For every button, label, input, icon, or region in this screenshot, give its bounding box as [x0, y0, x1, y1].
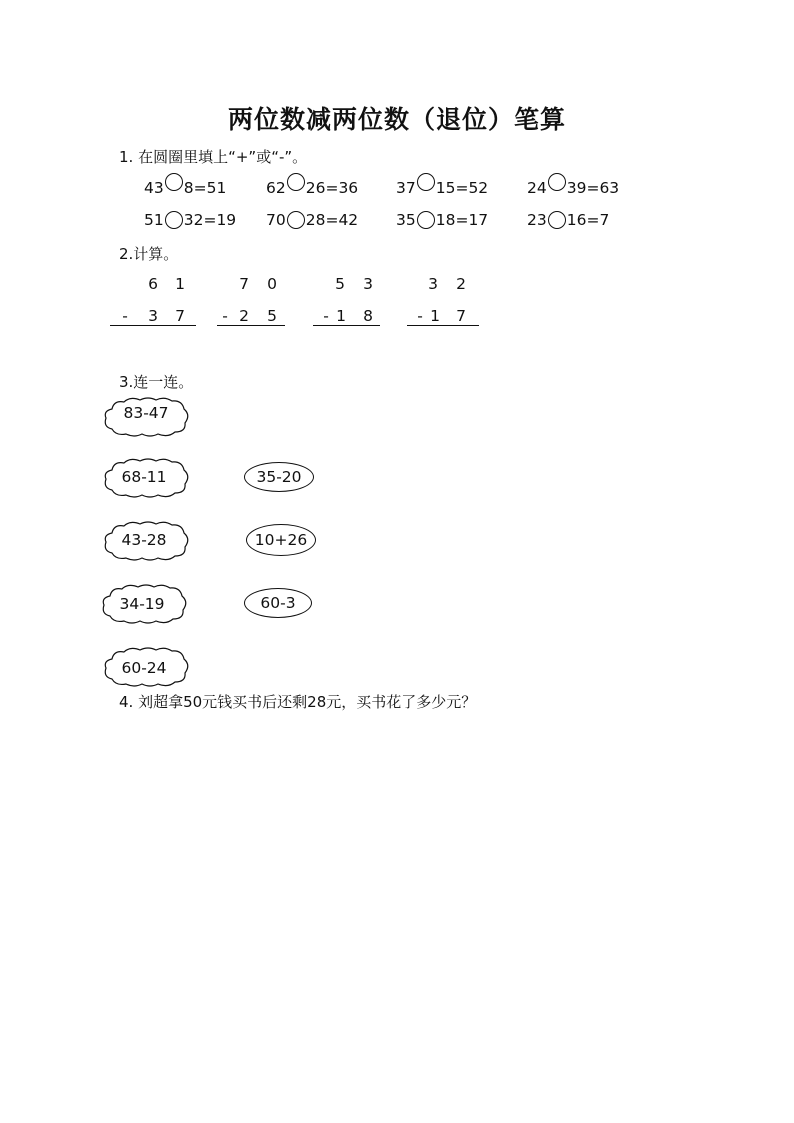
- minus-sign: -: [222, 307, 228, 325]
- q1-item-8-left: 23: [527, 211, 547, 229]
- q1-item-1-right: 8=51: [183, 179, 227, 197]
- minus-sign: -: [323, 307, 329, 325]
- q1-item-2-right: 26=36: [305, 179, 359, 197]
- answer-circle[interactable]: [548, 173, 566, 191]
- q1-item-2-left: 62: [266, 179, 286, 197]
- question-3-label: 3.连一连。: [119, 373, 194, 391]
- top-digit: 5: [335, 275, 345, 293]
- answer-line[interactable]: [217, 325, 285, 326]
- question-4-label: 4. 刘超拿50元钱买书后还剩28元，买书花了多少元？: [119, 693, 477, 711]
- cloud-expression-4[interactable]: 34-19: [119, 595, 165, 613]
- q1-item-4: [527, 178, 619, 198]
- answer-circle[interactable]: [287, 173, 305, 191]
- q1-item-1: [144, 178, 226, 198]
- top-digit: 6: [148, 275, 158, 293]
- q1-item-8-right: 16=7: [566, 211, 610, 229]
- answer-circle[interactable]: [548, 211, 566, 229]
- top-digit: 7: [239, 275, 249, 293]
- q1-item-3: [396, 178, 488, 198]
- q1-item-3-left: 37: [396, 179, 416, 197]
- answer-line[interactable]: [407, 325, 479, 326]
- bottom-digit: 7: [175, 307, 185, 325]
- top-digit: 0: [267, 275, 277, 293]
- q1-item-5-right: 32=19: [183, 211, 237, 229]
- answer-circle[interactable]: [417, 211, 435, 229]
- answer-circle[interactable]: [287, 211, 305, 229]
- bottom-digit: 1: [430, 307, 440, 325]
- bottom-digit: 7: [456, 307, 466, 325]
- top-digit: 2: [456, 275, 466, 293]
- q1-item-7-left: 35: [396, 211, 416, 229]
- question-2-label: 2.计算。: [119, 245, 179, 263]
- minus-sign: -: [122, 307, 128, 325]
- bottom-digit: 2: [239, 307, 249, 325]
- minus-sign: -: [417, 307, 423, 325]
- bottom-digit: 5: [267, 307, 277, 325]
- question-1-label: 1. 在圆圈里填上“+”或“-”。: [119, 148, 308, 166]
- q1-item-4-right: 39=63: [566, 179, 620, 197]
- q1-item-6-right: 28=42: [305, 211, 359, 229]
- cloud-expression-2[interactable]: 68-11: [121, 468, 167, 486]
- q1-item-5-left: 51: [144, 211, 164, 229]
- page-title: 两位数减两位数（退位）笔算: [227, 105, 566, 134]
- q1-item-5: [144, 210, 236, 230]
- q1-item-3-right: 15=52: [435, 179, 489, 197]
- q1-item-1-left: 43: [144, 179, 164, 197]
- cloud-expression-1[interactable]: 83-47: [123, 404, 169, 422]
- q1-item-7: [396, 210, 488, 230]
- oval-expression-1[interactable]: 35-20: [244, 462, 314, 492]
- answer-circle[interactable]: [165, 211, 183, 229]
- q1-item-4-left: 24: [527, 179, 547, 197]
- bottom-digit: 1: [336, 307, 346, 325]
- answer-line[interactable]: [313, 325, 380, 326]
- q1-item-7-right: 18=17: [435, 211, 489, 229]
- bottom-digit: 8: [363, 307, 373, 325]
- answer-line[interactable]: [110, 325, 196, 326]
- oval-expression-2[interactable]: 10+26: [246, 524, 316, 556]
- top-digit: 3: [428, 275, 438, 293]
- oval-expression-3[interactable]: 60-3: [244, 588, 312, 618]
- q1-item-6: [266, 210, 358, 230]
- answer-circle[interactable]: [165, 173, 183, 191]
- answer-circle[interactable]: [417, 173, 435, 191]
- q1-item-8: [527, 210, 609, 230]
- bottom-digit: 3: [148, 307, 158, 325]
- cloud-expression-5[interactable]: 60-24: [121, 659, 167, 677]
- q1-item-6-left: 70: [266, 211, 286, 229]
- q1-item-2: [266, 178, 358, 198]
- cloud-expression-3[interactable]: 43-28: [121, 531, 167, 549]
- top-digit: 3: [363, 275, 373, 293]
- top-digit: 1: [175, 275, 185, 293]
